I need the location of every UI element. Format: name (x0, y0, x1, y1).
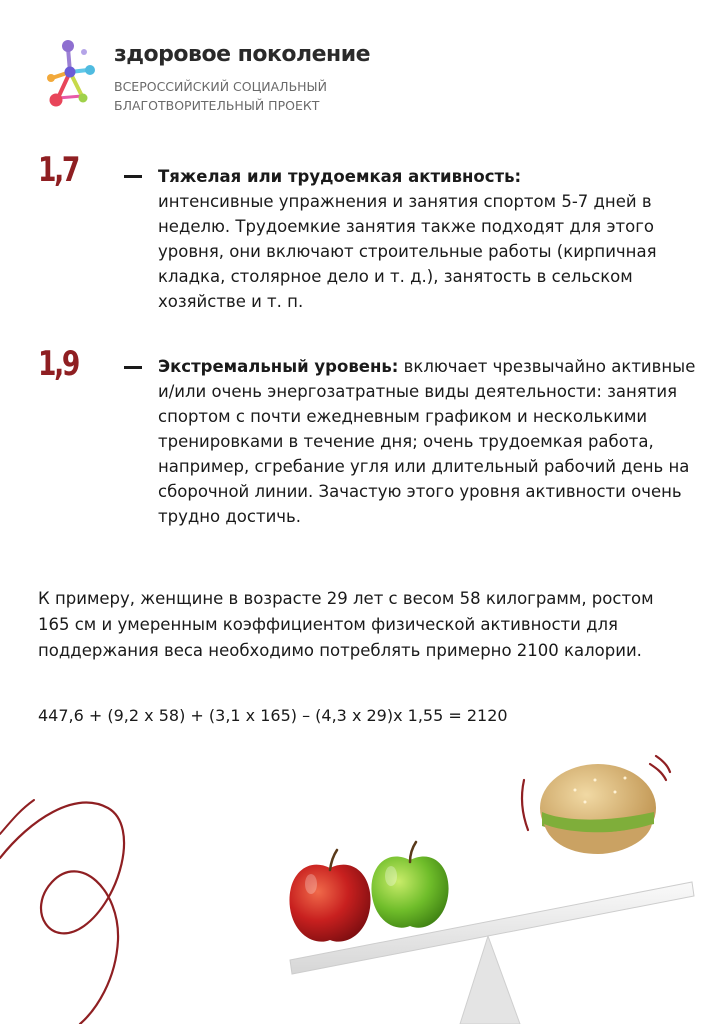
brand-subtitle-line1: ВСЕРОССИЙСКИЙ СОЦИАЛЬНЫЙ (114, 79, 327, 94)
burger (540, 764, 656, 854)
list-dash (124, 366, 142, 369)
activity-level-title: Тяжелая или трудоемкая активность: (158, 167, 522, 186)
brand-name: здоровое поколение (114, 42, 371, 67)
activity-coefficient: 1,7 (38, 150, 78, 190)
activity-level-description (158, 164, 698, 314)
brand-subtitle-line2: БЛАГОТВОРИТЕЛЬНЫЙ ПРОЕКТ (114, 98, 320, 113)
brand-subtitle (114, 77, 327, 115)
example-paragraph: К примеру, женщине в возрасте 29 лет с весом 58 килограмм, ростом 165 см и умеренным коэффициентом физической активности для поддержания веса необходимо потреблять примерно 2100 калории. (38, 589, 654, 660)
activity-level-description (158, 354, 698, 529)
red-apple (289, 850, 370, 942)
calorie-formula: 447,6 + (9,2 х 58) + (3,1 х 165) – (4,3 х 29)х 1,55 = 2120 (38, 706, 508, 725)
activity-coefficient: 1,9 (38, 344, 78, 384)
list-dash (124, 175, 142, 178)
activity-level-title: Экстремальный уровень: (158, 357, 399, 376)
scale-stand (460, 936, 520, 1024)
motion-mark (522, 780, 528, 830)
molecule-logo-icon (38, 38, 100, 110)
activity-level-text: интенсивные упражнения и занятия спортом 5-7 дней в неделю. Трудоемкие занятия также подходят для этого уровня, они включают строительные работы (кирпичная кладка, столярное дело и т. д.), занятость в сельском хозяйстве и т. п. (158, 192, 657, 311)
activity-level-text: включает чрезвычайно активные и/или очень энергозатратные виды деятельности: занятия спортом с почти ежедневным графиком и несколькими тренировками в течение дня; очень трудоемкая работа, например, сгребание угля или длительный рабочий день на сборочной линии. Зачастую этого уровня активности очень трудно достичь. (158, 357, 696, 526)
motion-mark (650, 764, 666, 780)
decorative-swirl-line (0, 803, 124, 1024)
balance-scale-illustration (0, 750, 710, 1024)
green-apple (371, 842, 448, 928)
